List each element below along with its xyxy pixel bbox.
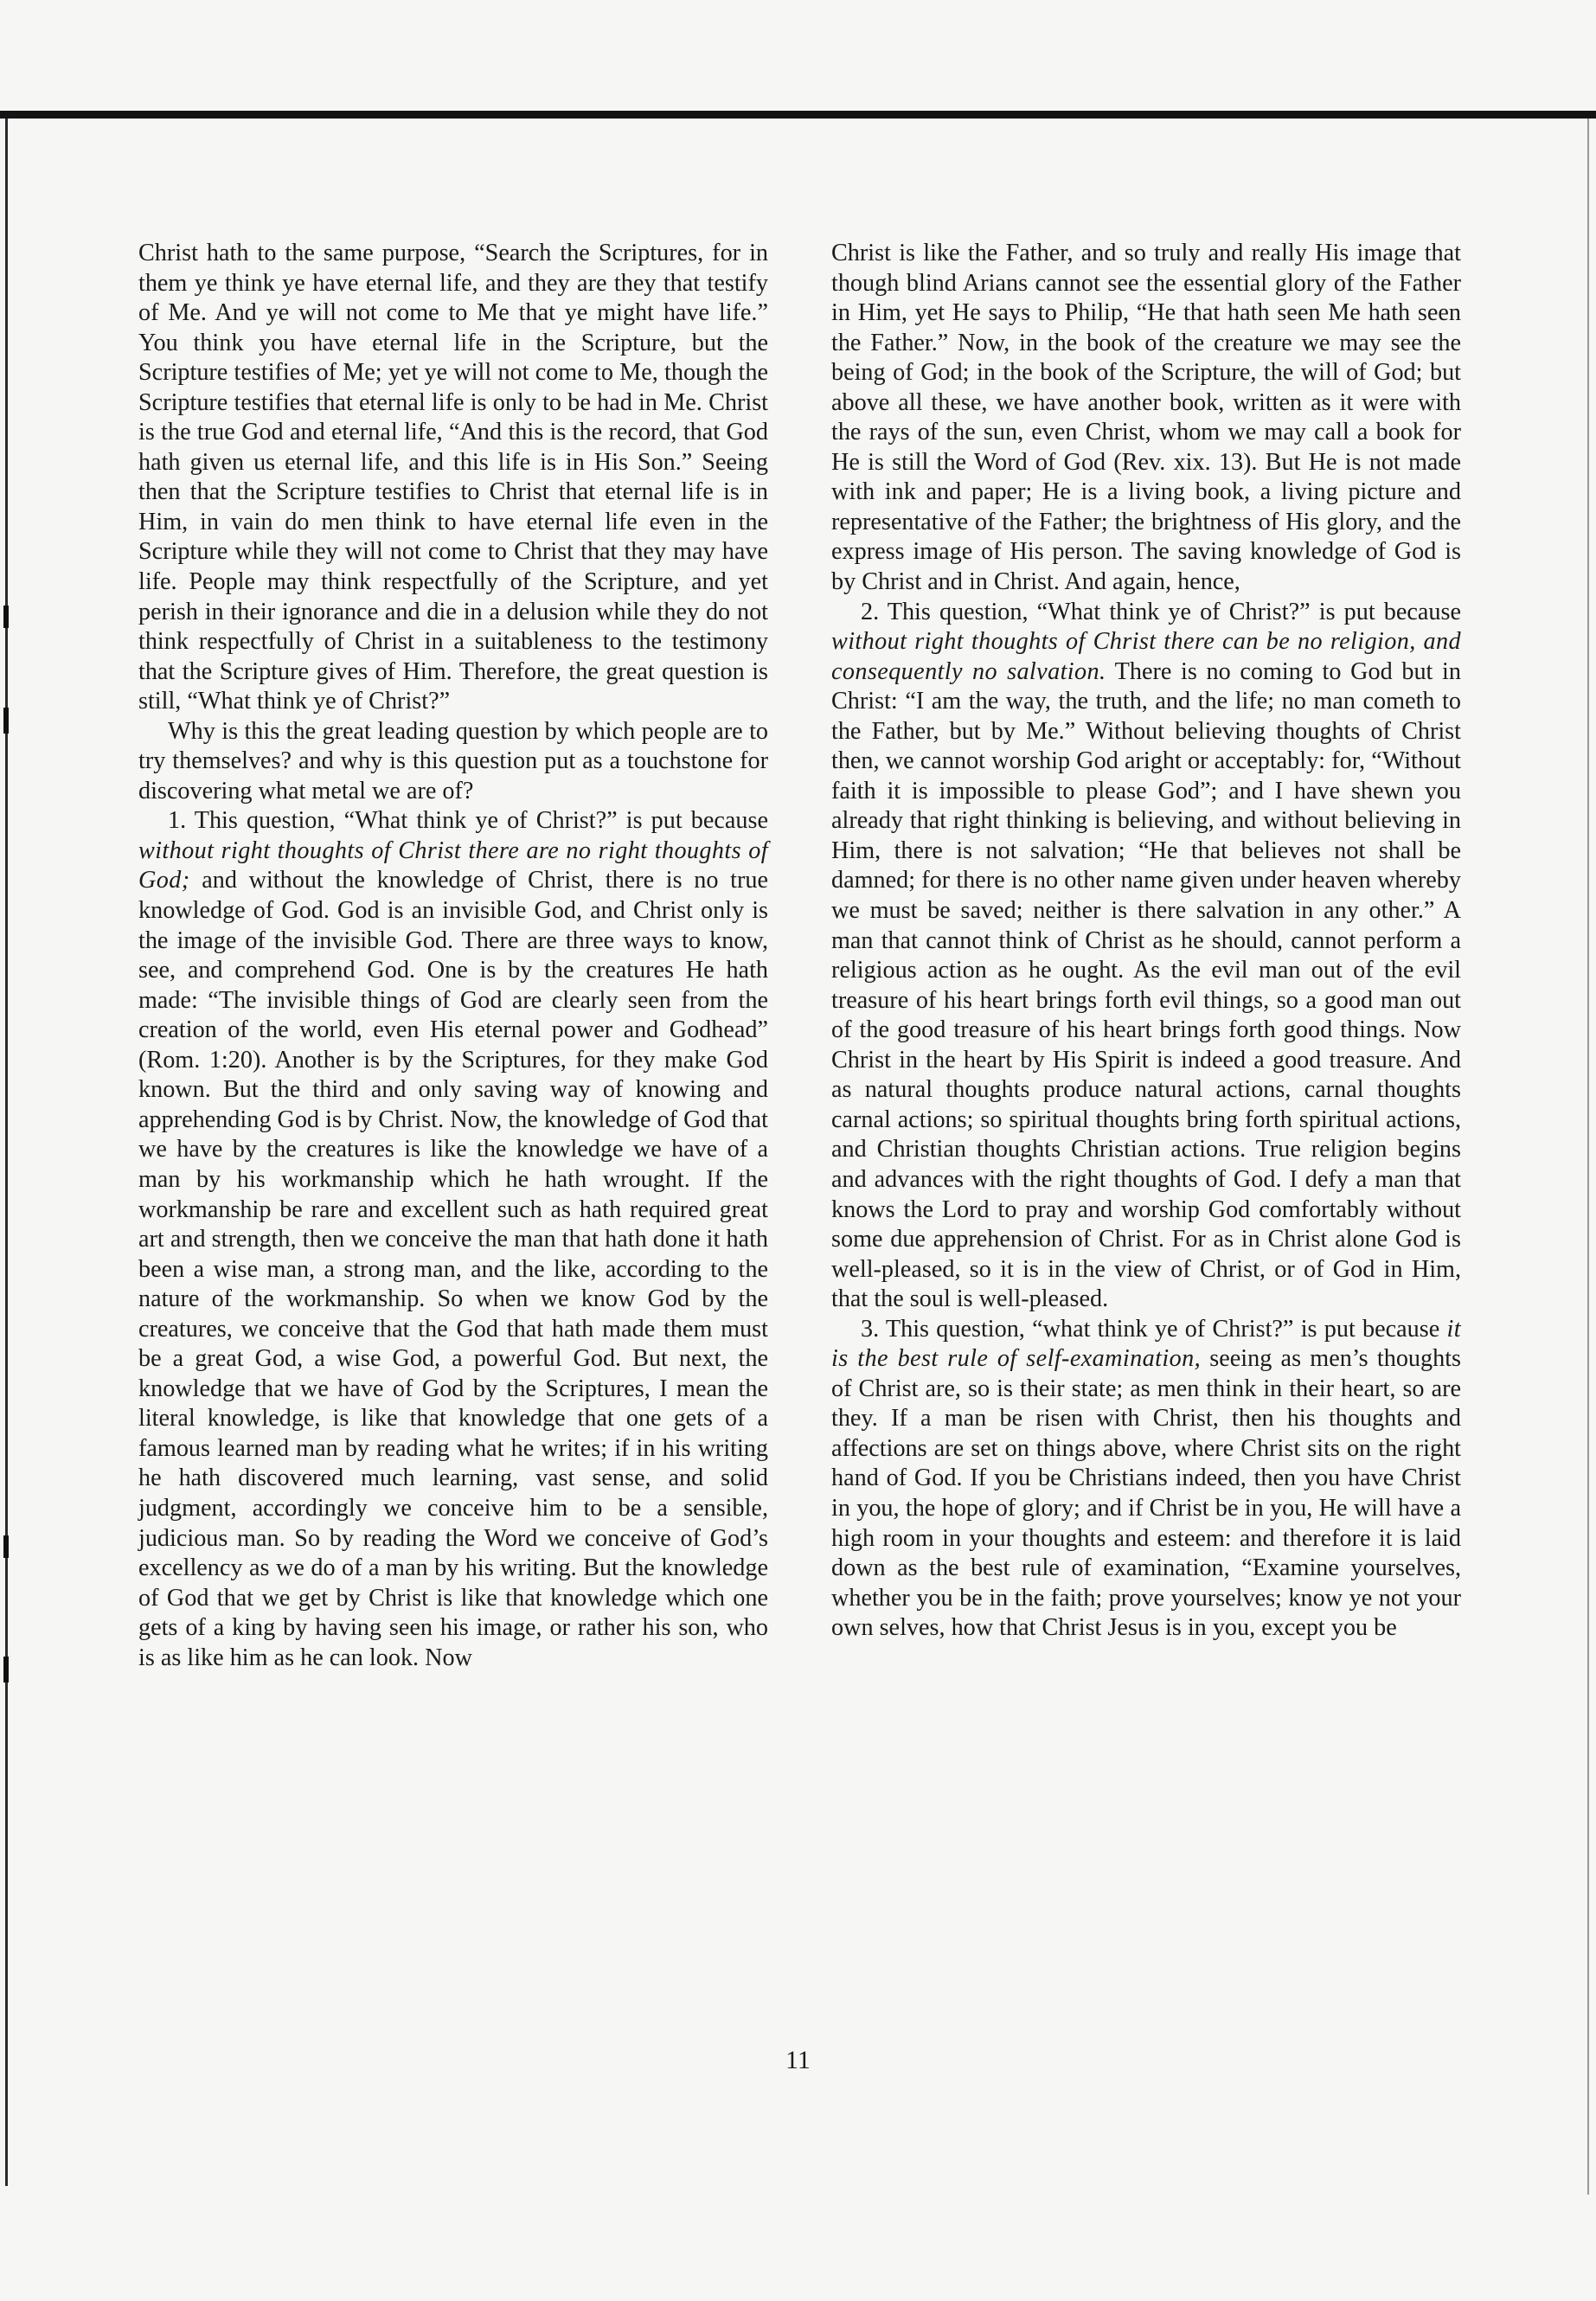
paragraph: Christ is like the Father, and so truly and really His image that though blind Arians cannot see the essential glory of the Father in Him, yet He says to Philip, “He that hath seen Me hath seen the Father.” Now, in the book of the creature we may see the being of God; in the book of the Scripture, the will of God; but above all these, we have another book, written as it were with the rays of the sun, even Christ, whom we may call a book for He is still the Word of God (Rev. xix. 13). But He is not made with ink and paper; He is a living book, a living picture and representative of the Father; the brightness of His glory, and the express image of His person. The saving knowledge of God is by Christ and in Christ. And again, hence, xyxy=(831,240,1461,596)
right-border-rule xyxy=(1587,119,1589,2195)
scan-mark xyxy=(3,1535,9,1558)
emphasized-phrase: without right thoughts of Christ there can be no religion, and consequently no salvation. xyxy=(831,628,1461,685)
scan-mark xyxy=(3,1657,9,1682)
scan-mark xyxy=(3,708,9,734)
emphasized-phrase: without right thoughts of Christ there are no right thoughts of God; xyxy=(138,836,768,894)
paragraph-body: and without the knowledge of Christ, there is no true knowledge of God. God is an invisible God, and Christ only is the image of the invisible God. There are three ways to know, see, and comprehend God. One is by the creatures He hath made: “The invisible things of God are clearly seen from the creation of the world, even His eternal power and Godhead” (Rom. 1:20). Another is by the Scriptures, for they make God known. But the third and only saving way of knowing and apprehending God is by Christ. Now, the knowledge of God that we have by the creatures is like the knowledge we have of a man by his workmanship which he hath wrought. If the workmanship be rare and excellent such as hath required great art and strength, then we conceive the man that hath done it hath been a wise man, a strong man, and the like, according to the nature of the workmanship. So when we know God by the creatures, we conceive that the God that hath made them must be a great God, a wise God, a powerful God. But next, the knowledge that we have of God by the Scriptures, I mean the literal knowledge, is like that knowledge that one gets of a famous learned man by reading what he writes; if in his writing he hath discovered much learning, vast sense, and solid judgment, accordingly we conceive him to be a sensible, judicious man. So by reading the Word we conceive of God’s excellency as we do of a man by his writing. But the knowledge of God that we get by Christ is like that knowledge which one gets of a king by having seen his image, or rather his son, who is as like him as he can look. Now xyxy=(138,867,768,1671)
paragraph: Christ hath to the same purpose, “Search the Scriptures, for in them ye think ye have eternal life, and they are they that testify of Me. And ye will not come to Me that ye might have life.” You think you have eternal life in the Scripture, but the Scripture testifies of Me; yet ye will not come to Me, though the Scripture testifies that eternal life is only to be had in Me. Christ is the true God and eternal life, “And this is the record, that God hath given us eternal life, and this life is in His Son.” Seeing then that the Scripture testifies to Christ that eternal life is in Him, in vain do men think to have eternal life even in the Scripture while they will not come to Christ that they may have life. People may think respectfully of the Scripture, and yet perish in their ignorance and die in a delusion while they do not think respectfully of Christ in a suitableness to the testimony that the Scripture gives of Him. Therefore, the great question is still, “What think ye of Christ?” xyxy=(138,240,768,715)
top-border-rule xyxy=(0,111,1596,119)
paragraph-body: There is no coming to God but in Christ: “I am the way, the truth, and the life; no man cometh to the Father, but by Me.” Without believing thoughts of Christ then, we cannot worship God aright or acceptably: for, “Without faith it is impossible to please God”; and I have shewn you already that right thinking is believing, and without believing in Him, there is not salvation; “He that believes not shall be damned; for there is no other name given under heaven whereby we must be saved; neither is there salvation in any other.” A man that cannot think of Christ as he should, cannot perform a religious action as he ought. As the evil man out of the evil treasure of his heart brings forth evil things, so a good man out of the good treasure of his heart brings forth good things. Now Christ in the heart by His Spirit is indeed a good treasure. And as natural thoughts produce natural actions, carnal thoughts carnal actions; so spiritual thoughts bring forth spiritual actions, and Christian thoughts Christian actions. True religion begins and advances with the right thoughts of God. I defy a man that knows the Lord to pray and worship God comfortably without some due apprehension of Christ. For as in Christ alone God is well-pleased, so it is in the view of Christ, or of God in Him, that the soul is well-pleased. xyxy=(831,657,1461,1313)
right-text-column xyxy=(831,239,1461,1644)
paragraph-lead: 1. This question, “What think ye of Christ?” is put because xyxy=(168,807,768,835)
paragraph-body: seeing as men’s thoughts of Christ are, so is their state; as men think in their heart, so are they. If a man be risen with Christ, then his thoughts and affections are set on things above, where Christ sits on the right hand of God. If you be Christians indeed, then you have Christ in you, the hope of glory; and if Christ be in you, He will have a high room in your thoughts and esteem: and therefore it is laid down as the best rule of examination, “Examine yourselves, whether you be in the faith; prove yourselves; know ye not your own selves, how that Christ Jesus is in you, except you be xyxy=(831,1345,1461,1642)
left-border-rule xyxy=(5,119,8,2186)
paragraph-lead: 2. This question, “What think ye of Christ?” is put because xyxy=(861,598,1461,625)
emphasized-phrase: it is the best rule of self-examination, xyxy=(831,1315,1461,1373)
left-text-column xyxy=(138,239,768,1673)
paragraph xyxy=(831,598,1461,1315)
paragraph-lead: 3. This question, “what think ye of Christ?” is put because xyxy=(861,1315,1447,1343)
paragraph xyxy=(831,1315,1461,1644)
scan-mark xyxy=(3,606,9,628)
paragraph xyxy=(138,806,768,1673)
page-number: 11 xyxy=(785,2046,811,2074)
paragraph: Why is this the great leading question by which people are to try themselves? and why is this question put as a touchstone for discovering what metal we are of? xyxy=(138,717,768,804)
